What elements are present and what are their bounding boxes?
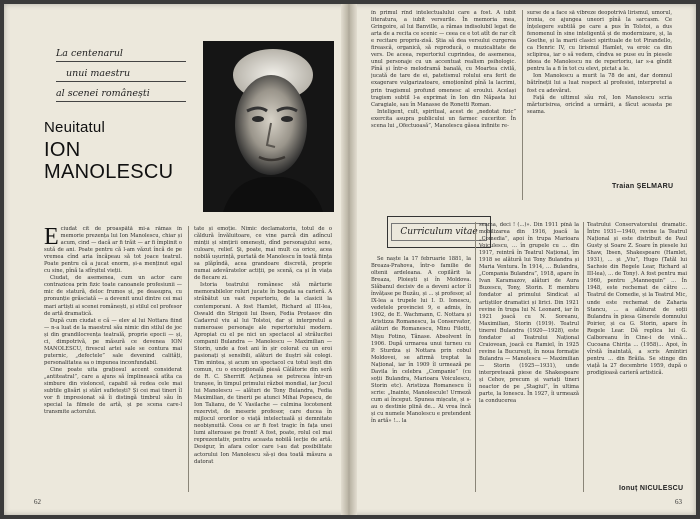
right-col1-para-1: în primul rînd intelectualului care a fost. A iubit literatura, a iubit versurile. În memoria mea, Gringoire, al lui Banville, a rămas indisolubil legat de arta de a recita ce scenic — ceea ce e tot atît de rar cît e recitare propriu-zisă. Știa să dea versului curgerea firească, organică, să reproducă, o muzicalitate de vers. De aceea, repertoriul cuprindea, de asemenea, unul personaje cu un accentuat realism psihologic. Pînă și într-o melodramă banală, cu Moartea civilă, jucată de tare de ei, patetismul rolului era ferit de exagerare vulgarizatoare, emoționînd pînă la lacrimi, prin tragismul profund omenesc al eroului. Același tragism subtil l-a exprimat în Ion din Năpasta lui Caragiale, sau în Manasse de Ronetti Roman. [371, 10, 516, 108]
magazine-spread [4, 4, 696, 515]
cv-col2-text: seama, deci ! (...)». Din 1911 pînă la mobilizarea din 1916, joacă la „Comedia”, apoi în trupa Marioara Voiculescu, ... în grupele cu ... din 1917, reintră în Teatrul Național, îm 1918 se alătură lui Tony Bulandra și Maria Ventura. În 1914, ... Bulandra, „Compania Bulandra”, 1918, apare în Ivan Karamazov, alături de Aura Buzescu, Tony, Storin. E membru fondator al primului Sindicat al artiștilor dramatici și lirici. Din 1921 revine în trupa lui N. Leonard, iar în 1921 joacă cu N. Soreanu, Maximilian, Storin (1919). Teatrul tinerei Bulandra (1920—1928), este fondator al Teatrului Național Craiovean, joacă cu Ramiel, în 1925 revine la București, în noua formație Bulandra — Manolescu — Maximilian — Storin (1925—1931), unde interpretează piese de Shakespeare și Cehov, precum și variați tineri neactor de pe „Stagiul”, în ultima parte, la Ionescu. În 1927, îi urmează la conducerea [479, 222, 579, 405]
author-signature-selmaru: Traian ȘELMARU [612, 183, 674, 190]
kicker-line-3: al scenei românești [56, 88, 186, 102]
left-col1-para-4: Cine poate uita grațiosul accent considerat „antiteatral”, care a ajuns să împlinească atîta ca simbure din violoncel, capabil să redea cele mai subtile glisări și stări sufletești? Și cei mai tineri îl vor fi impresionat să îi distingă timbrul său în special la filmele de artă, și pe scena care-l transmite actorului. [44, 366, 182, 416]
left-col1-para-3: După cum ciudat e că — elev al lui Nottara fiind — n-a luat de la maestrul său nimic din stilul de joc și din grandilocvența teatrală, proprie epocii — și, ci, dimpotrivă, pe măsură ce devenea ION MANOLESCU, firescul artei sale se contura mai puternic, „defectele” sale devenind calități, personalitatea sa o impunea inconfundabil. [44, 317, 182, 366]
page-number-left: 62 [34, 498, 41, 506]
cv-divider-2 [583, 222, 584, 492]
left-col2-para-2: Istoria teatrului românesc stă mărturie memorabilelor roluri jucate în bogata sa carieră. A străbătut un vast repertoriu, de la clasicii la contemporani. A fost Hamlet, Richard al III-lea, Oswald din Strigoii lui Ibsen, Fedia Protasov din Cadavrul viu al lui Tolstoi, dar și interpretul a numeroase personaje ale repertoriului modern. Apropiat cu el pe nici un spectacol al strălucitei companii Bulandra — Manolescu — Maximilian — Storin, unde a fost ani în șir colorat cu un eroi pasionați și sensibili, alături de iluștri săi colegi. Tim mintea, și acum un spectacol cu totul ieșit din comun, cu o excepțională piesă Câlătorie din seră de R. C. Sherriff. Acțiunea se petrecea într-un tranșee, în timpul primului război mondial, iar Jocul lui Manolescu — alături de Tony Bulandra, Fedia Maximilian, de tinerii pe atunci Mihai Popescu, de Ion Talianu, de V. Vasilache — culmina locotenent rezervist, de meserie profesor, care ducea în mijlocul ororilor o viață intelectuală și demnitate neobișnuită. Ceea ce ar fi fost tragic în fața unei lumi alteroase pe front! A fost, poate, rolul cel mai reprezentativ, pentru aceasta nobilă lecție de artă. Desigur, în afara celor care i-au dat posibilitate actorului Ion Manolescu să-și dea toată măsura a datorat [194, 282, 332, 465]
portrait-illustration [203, 41, 334, 212]
cv-column-2 [479, 222, 579, 492]
headline [44, 117, 204, 183]
dropcap: E [44, 226, 59, 250]
cv-col3-text: Teatrului Conservatorului dramatic. Între 1931—1940, revine la Teatrul Național și este distribuit de Paul Gusty și Soare Z. Soare în piesele lui Shaw, Ibsen, Shakespeare (Hamlet, 1931), ... și „Viu”, Hugo (Tatăl lui Sachsie din Regele Lear, Richard al III-lea), ... de Tony). A fost pentru mai 1960, pentru „Mannequin” ... În 1948, este rechemat de către ... Teatrul de Comedie, și la Teatrul Mic, unde este rechemat de Zaharia Stancu, ... a alăturat de soții Bulandra în piesa Ginerele domnului Poirier, și ca G. Storin, apare în Regele Lear. Dă replica lui G. Calboreanu în Cine-i de vină... Cucoana Chirița ... (1958)... Apoi, în vîrstă înaintată, a scris Amintiri pentru ... din Brăila. Se stinge din viață la 27 decembrie 1959, după o prodigioasă carieră artistică. [587, 222, 687, 376]
author-signature-niculescu: Ionuț NICULESCU [619, 485, 684, 492]
right-article-column-1 [371, 10, 516, 198]
kicker [56, 48, 186, 108]
left-page [4, 4, 341, 515]
cv-col1-text: Se naște la 17 februarie 1881, la Breaza-Prahova, într-o familie de oltenii ardeleanа. A copilărit la Breaza, Ploiești și în Moldova. Slăbanul decisiv de a deveni actor îl învățase pe Buzău, și ... și profesor, al IX-lea a trupele lui I. D. Ionescu, vedetele provinciei 9, e admis, în 1902, de E. Wachmann, C. Nottara și Aristizza Romanescu, la Conservator, alături de Romanescu, Minu Filotti, Mișu Fotino, Tănase. Absolvent în 1906. După urmarea unui turneu cu P. Sturdza și Nottara prin cobul Moldovei, se afirmă treptat la Național, iar în 1909 îl urmează pe Davila în celebra „Companie” (cu soții Bulandra, Marioara Voiculescu, Storin etc). Aristizza Romanescu îi scrie: „Inainte, Manolescule! Urmeză cum ai început. Spunea mișcate, și s-au o destinie plină de... Ai vrea încă și cu numele Manolescu e pretendent în artă» !... la [371, 256, 471, 425]
right-col1-para-2: Inteligent, cult, spiritual, acest de „nedotat fizic” exercita asupra publicului un farmec cuceritor. În scena lui „Ofectuoasă”, Manolescu găsea infinite re- [371, 108, 516, 129]
right-col2-para-2: Ion Manolescu a murit la 78 de ani, dar domnul bătrîneții lui a luat respect al profesiei, interpretul a fost cu adevărat. [527, 73, 672, 94]
curriculum-vitae-title: Curriculum vitae [391, 223, 486, 241]
column-divider [188, 226, 189, 492]
cv-divider-1 [475, 222, 476, 492]
column-divider-top [522, 10, 523, 200]
headline-line-2: ION MANOLESCU [44, 139, 174, 183]
left-article-column-2 [194, 226, 332, 494]
page-number-right: 63 [675, 498, 682, 506]
portrait-photo [203, 41, 334, 212]
cv-column-1 [371, 256, 471, 492]
kicker-line-2: unui maestru [56, 68, 186, 82]
cv-column-3 [587, 222, 687, 480]
left-col2-para-1: tate și emoție. Nimic declamatoriu, totul de o căldură învăluitoare, ce vine parcă din adîncul minții și simțirii omenești, dînd personajului sens, culoare, relief. Și, poate, mai mult ca orice, acea nobilă ușurință, purtată de Manolescu în toată ființa sa plăpîndă, acea grandoare discretă, proprie numai adevăratelor actiții, pe scenă, ca și în viața de fiecare zi. [194, 226, 332, 282]
right-col2-para-3: Față de ultimul său rol, Ion Manolescu scria mărturisirea, oricînd a urmării, a făcut aceasta pe seama. [527, 94, 672, 115]
left-col1-para-1: ciudat cit de proaspătă mi-a rămas în memorie prezența lui Ion Manolescu, chiar și acum, cind — dacă ar fi trăit — ar fi împlinit o sută de ani. Poate pentru că l-am văzut încă de pe vremea cînd aria încăpeau să tot joace teatrul. Poate pentru că a jucat enorm, și-a menținut egal cu sine, pînă la sfîrșitul vieții. [44, 226, 182, 275]
kicker-line-1: La centenarul [56, 48, 186, 62]
left-article-column-1 [44, 226, 182, 494]
book-gutter [341, 4, 357, 515]
left-col1-para-2: Ciudat, de asemenea, cum un actor care contrazicea prin fizic toate canoanele profesiunii — mic de statură, deloc frumos și, pe deasupra, cu pronunție grăsciată — a devenit unul dintre cei mai mari artiști ai scenei românești, și stilul cel profesor de artă dramatică. [44, 275, 182, 317]
headline-line-1: Neuitatul [44, 119, 106, 136]
right-col2-para-1: surse de a face să vibreze deopotrivă lirismul, umorul, ironia, ce ajungea uneori pînă la sarcasm. Ce înțelegere subtilă pe care a pus în Tolstoi, a dus fenomenul în sine inteligentă și de modernizare, și, la Goethe, și la marii clasici spirituale de tot Pirandello, ca Henric IV, cu lirismul Hamlet, va eroic ca din sclipirea, iar o să vedem, cîndva se puse eu în piesele ideea de Manolescu nu de repertoriu, iar s-a gîndit pentru la a fi în tot cu elevi, pictat a le. [527, 10, 672, 73]
right-page [357, 4, 696, 515]
right-article-column-2 [527, 10, 672, 176]
